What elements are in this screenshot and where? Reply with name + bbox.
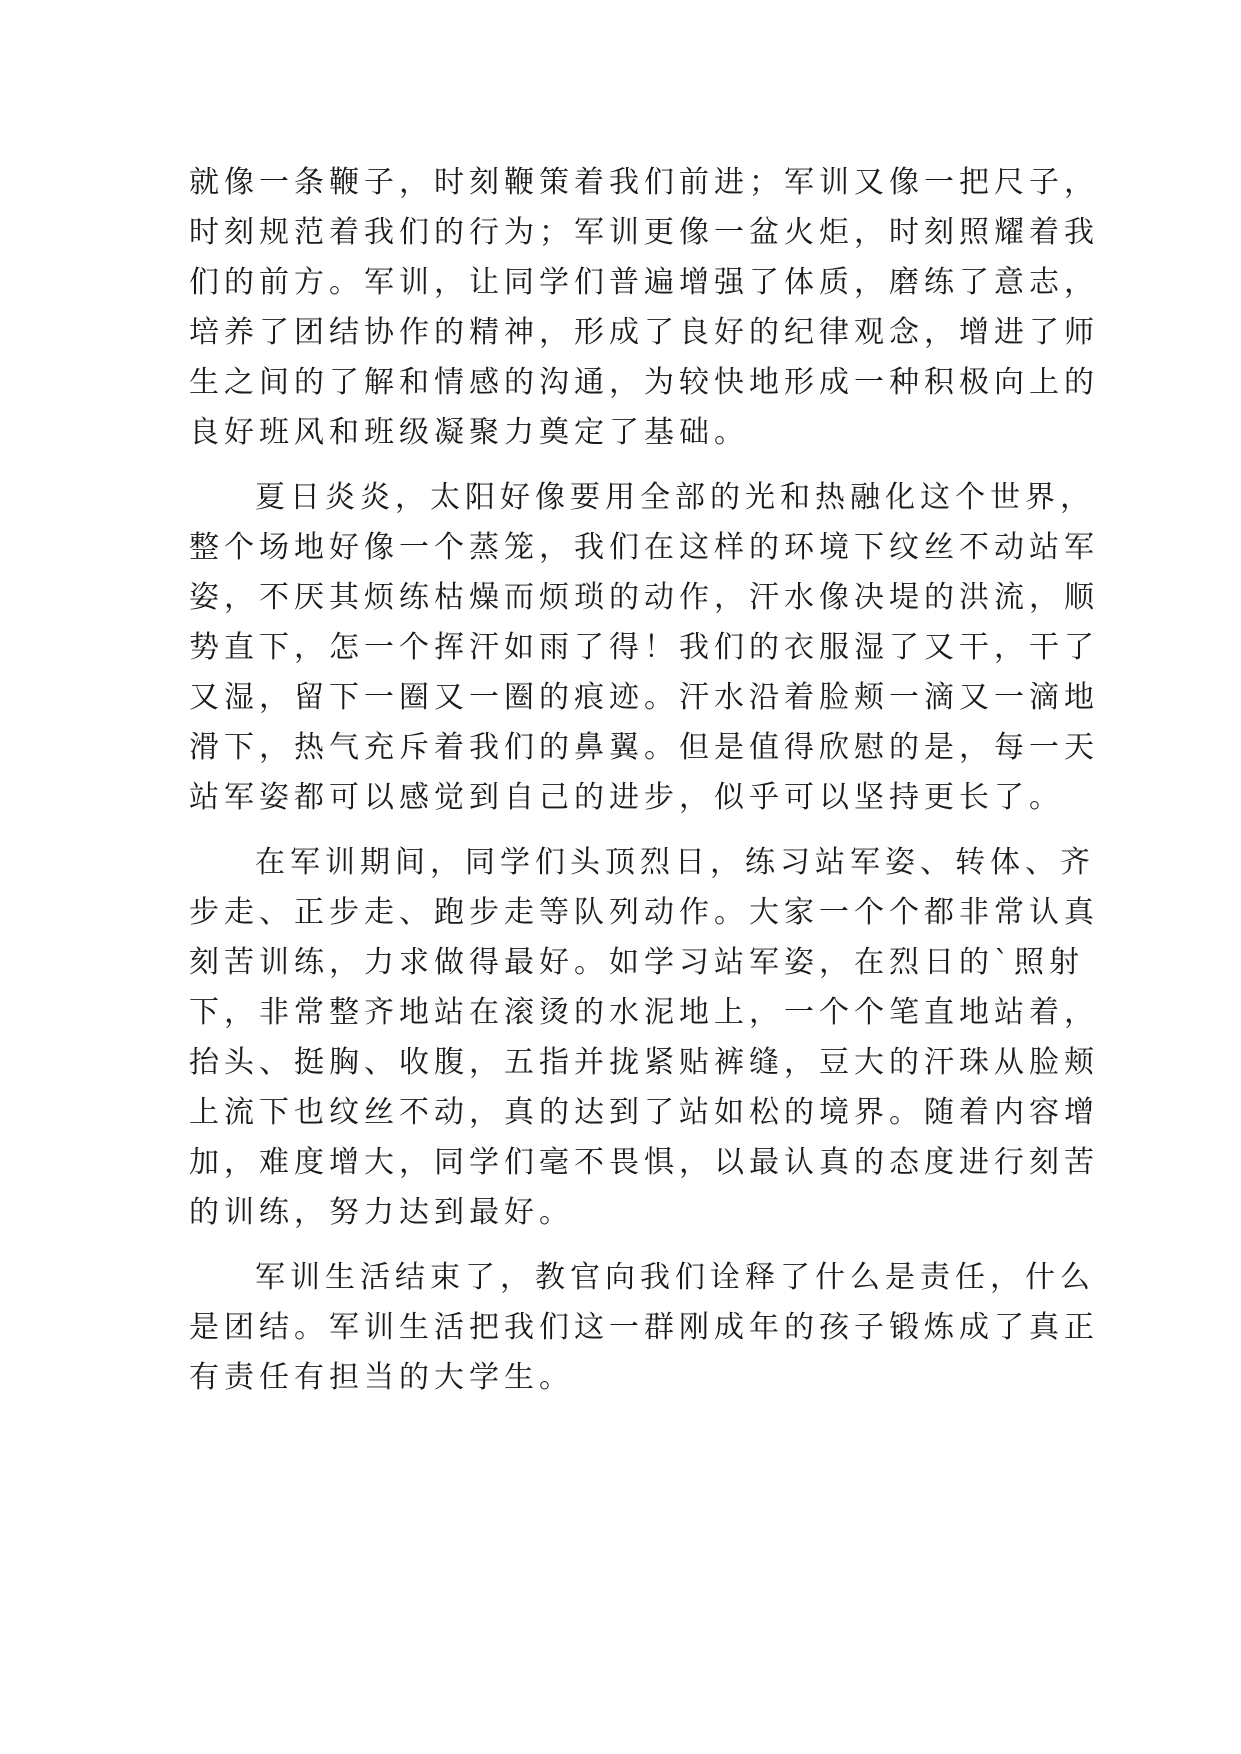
text-line: 在军训期间，同学们头顶烈日，练习站军姿、转体、齐 (255, 845, 1095, 880)
text-line: 刻苦训练，力求做得最好。如学习站军姿，在烈日的`照射 (189, 945, 1084, 980)
paragraph (189, 1253, 1099, 1403)
text-line: 有责任有担当的大学生。 (189, 1360, 574, 1395)
paragraph (189, 473, 1099, 823)
text-line: 是团结。军训生活把我们这一群刚成年的孩子锻炼成了真正 (189, 1310, 1099, 1345)
text-line: 又湿，留下一圈又一圈的痕迹。汗水沿着脸颊一滴又一滴地 (189, 680, 1099, 715)
document-body (189, 158, 1099, 1403)
text-line: 站军姿都可以感觉到自己的进步，似乎可以坚持更长了。 (189, 780, 1064, 815)
text-line: 生之间的了解和情感的沟通，为较快地形成一种积极向上的 (189, 365, 1099, 400)
text-line: 整个场地好像一个蒸笼，我们在这样的环境下纹丝不动站军 (189, 530, 1099, 565)
paragraph-gap (189, 823, 1069, 838)
text-line: 培养了团结协作的精神，形成了良好的纪律观念，增进了师 (189, 315, 1099, 350)
text-line: 军训生活结束了，教官向我们诠释了什么是责任，什么 (255, 1260, 1095, 1295)
text-line: 抬头、挺胸、收腹，五指并拢紧贴裤缝，豆大的汗珠从脸颊 (189, 1045, 1099, 1080)
text-line: 夏日炎炎，太阳好像要用全部的光和热融化这个世界， (255, 480, 1095, 515)
text-line: 姿，不厌其烦练枯燥而烦琐的动作，汗水像决堤的洪流，顺 (189, 580, 1099, 615)
text-line: 滑下，热气充斥着我们的鼻翼。但是值得欣慰的是，每一天 (189, 730, 1099, 765)
text-line: 步走、正步走、跑步走等队列动作。大家一个个都非常认真 (189, 895, 1099, 930)
text-line: 的训练，努力达到最好。 (189, 1195, 574, 1230)
text-line: 势直下，怎一个挥汗如雨了得！我们的衣服湿了又干，干了 (189, 630, 1099, 665)
text-line: 良好班风和班级凝聚力奠定了基础。 (189, 415, 749, 450)
text-line: 们的前方。军训，让同学们普遍增强了体质，磨练了意志， (189, 265, 1099, 300)
paragraph (189, 158, 1099, 458)
paragraph-gap (189, 1238, 1069, 1253)
text-line: 下，非常整齐地站在滚烫的水泥地上，一个个笔直地站着， (189, 995, 1099, 1030)
paragraph-gap (189, 458, 1069, 473)
paragraph (189, 838, 1099, 1238)
text-line: 就像一条鞭子，时刻鞭策着我们前进；军训又像一把尺子， (189, 165, 1099, 200)
text-line: 上流下也纹丝不动，真的达到了站如松的境界。随着内容增 (189, 1095, 1099, 1130)
text-line: 加，难度增大，同学们毫不畏惧，以最认真的态度进行刻苦 (189, 1145, 1099, 1180)
text-line: 时刻规范着我们的行为；军训更像一盆火炬，时刻照耀着我 (189, 215, 1099, 250)
